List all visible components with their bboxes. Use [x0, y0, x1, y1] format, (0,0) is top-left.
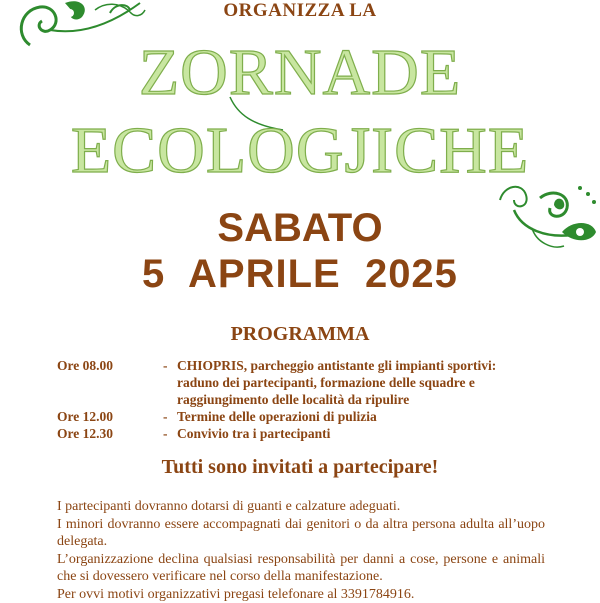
title-line-1: ZORNADE — [0, 40, 600, 106]
note-paragraph: I minori dovranno essere accompagnati dai genitori o da altra persona adulta all’uopo delegata. — [57, 516, 545, 551]
program-line: raggiungimento delle località da ripulire — [177, 391, 557, 408]
program-dash: - — [163, 408, 168, 425]
note-paragraph: L’organizzazione declina qualsiasi responsabilità per danni a cose, persone e animali che si dovessero verificare nel corso della manifestazione. — [57, 551, 545, 586]
program-time: Ore 08.00 — [57, 357, 157, 374]
invite-heading: Tutti sono invitati a partecipare! — [0, 456, 600, 479]
program-line: Termine delle operazioni di pulizia — [177, 408, 557, 425]
organizer-line: ORGANIZZA LA — [0, 0, 600, 22]
program-dash: - — [163, 357, 168, 374]
programma-title: PROGRAMMA — [0, 323, 600, 346]
program-time: Ore 12.00 — [57, 408, 157, 425]
event-day: SABATO — [0, 208, 600, 248]
program-line: CHIOPRIS, parcheggio antistante gli impianti sportivi: — [177, 357, 557, 374]
program-line: raduno dei partecipanti, formazione delle squadre e — [177, 374, 557, 391]
notes-block — [57, 498, 545, 603]
event-date: 5 APRILE 2025 — [0, 254, 600, 294]
program-time: Ore 12.30 — [57, 425, 157, 442]
program-line: Convivio tra i partecipanti — [177, 425, 557, 442]
note-paragraph: I partecipanti dovranno dotarsi di guanti e calzature adeguati. — [57, 498, 545, 516]
program-dash: - — [163, 425, 168, 442]
note-paragraph: Per ovvi motivi organizzativi pregasi telefonare al 3391784916. — [57, 586, 545, 603]
title-line-2: ECOLOGJICHE — [0, 118, 600, 184]
